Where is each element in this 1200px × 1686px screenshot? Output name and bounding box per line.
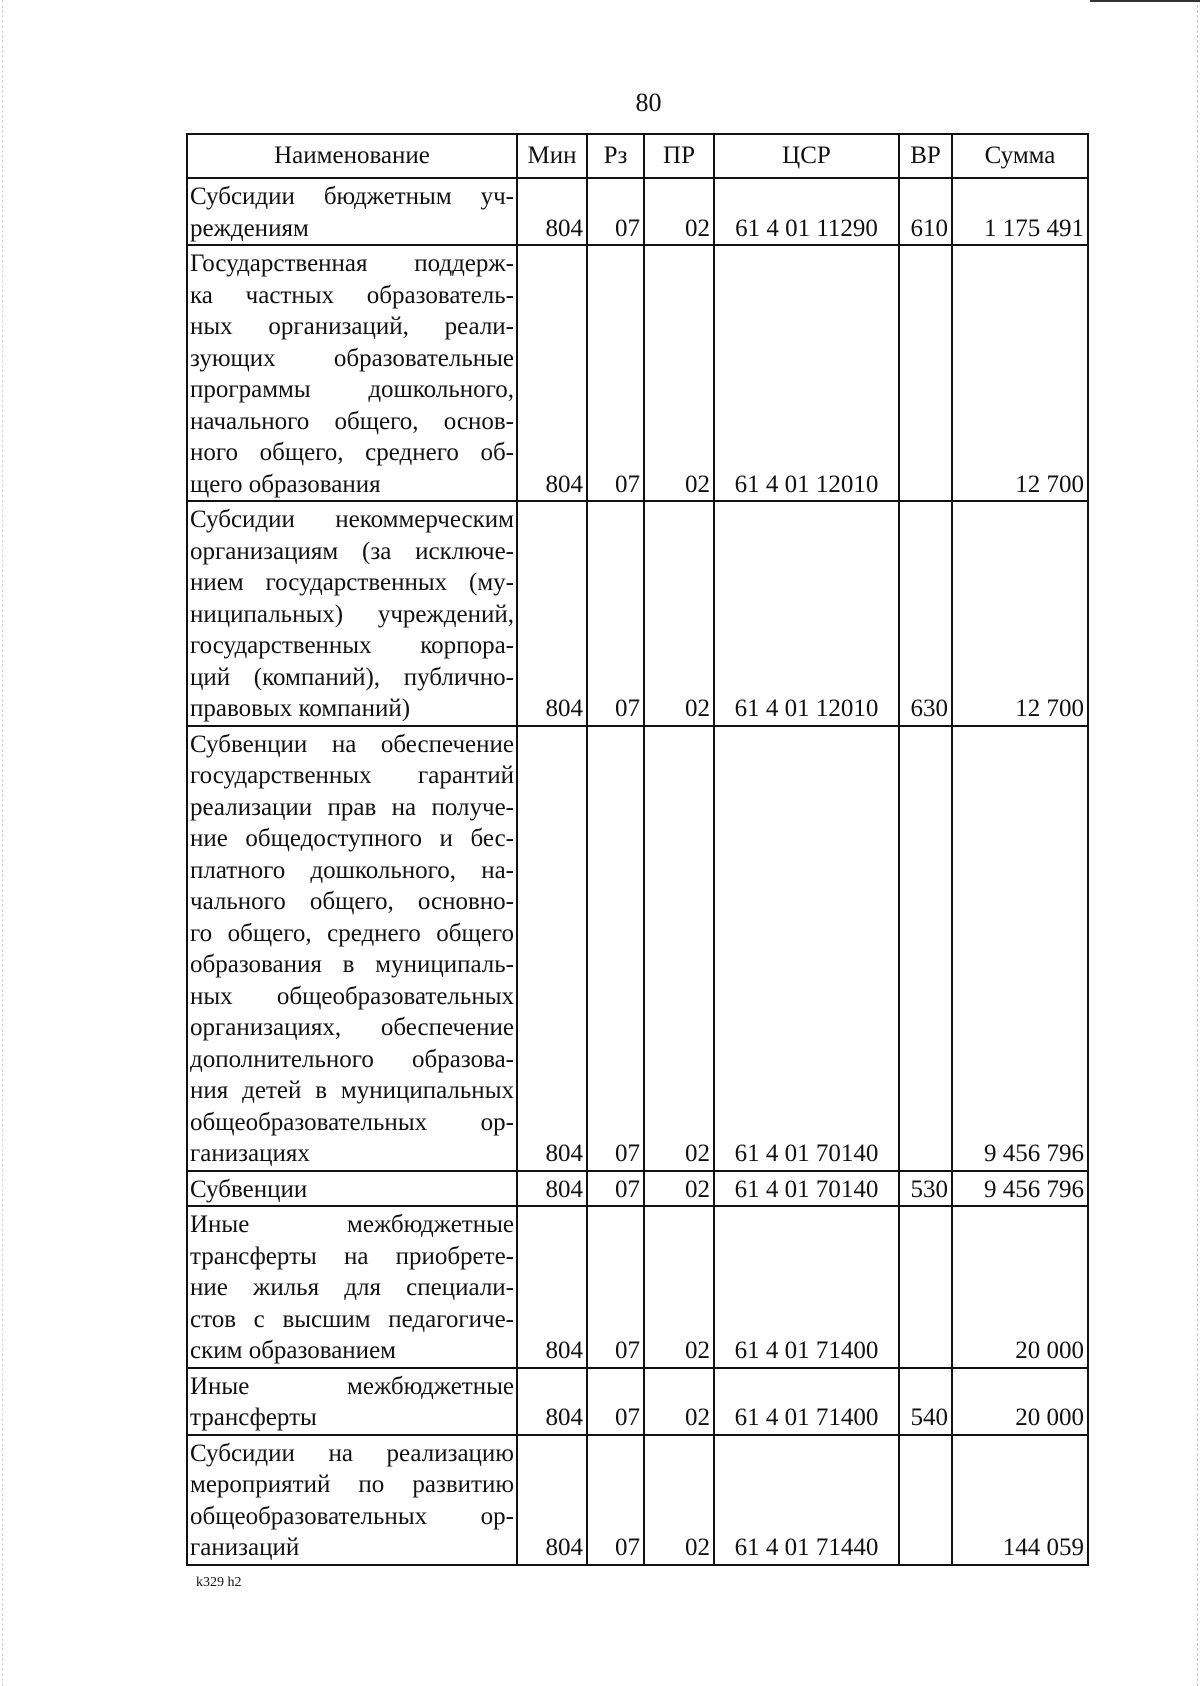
table-row [187, 1171, 1088, 1207]
row-sum-cell: 9 456 796 [952, 726, 1088, 1171]
row-pr-cell: 02 [644, 1435, 714, 1565]
scan-mark [1090, 0, 1200, 2]
row-name-line: Иные межбюджетные [190, 1372, 514, 1400]
row-pr-cell: 02 [644, 1171, 714, 1207]
page-number: 80 [635, 88, 662, 117]
table-row [187, 726, 1088, 1171]
row-pr-cell: 02 [644, 501, 714, 726]
row-name-line: ганизаций [190, 1534, 300, 1561]
row-vr-cell: 630 [899, 501, 952, 726]
row-vr-cell [899, 245, 952, 501]
row-name-line: реждениям [190, 214, 309, 242]
row-name-line: трансферты [190, 1404, 317, 1431]
row-name-line: чального общего, основно- [190, 888, 514, 915]
row-name-line: ций (компаний), публично- [190, 663, 514, 691]
row-name-line: ных общеобразовательных [190, 982, 514, 1010]
row-name-line: Государственная поддерж- [190, 250, 514, 277]
row-name-line: государственных гарантий [190, 762, 514, 789]
row-name-line: программы дошкольного, [190, 376, 514, 403]
row-sum-cell: 1 175 491 [952, 178, 1088, 245]
row-name-line: щего образования [190, 470, 381, 498]
row-name-line: реализации прав на получе- [190, 793, 514, 821]
row-csr-cell: 61 4 01 71440 [714, 1435, 899, 1565]
row-sum-cell: 12 700 [952, 245, 1088, 501]
row-name-line: платного дошкольного, на- [190, 856, 514, 884]
header-rz: Рз [587, 134, 644, 178]
table-row [187, 501, 1088, 726]
row-name-line: начального общего, основ- [190, 407, 514, 435]
table-row [187, 1368, 1088, 1435]
row-rz-cell: 07 [587, 501, 644, 726]
header-name: Наименование [187, 134, 517, 178]
row-vr-cell [899, 726, 952, 1171]
row-name-line: мероприятий по развитию [190, 1471, 514, 1498]
header-min: Мин [517, 134, 587, 178]
row-name-line: общеобразовательных ор- [190, 1108, 514, 1136]
budget-table [186, 133, 1089, 1566]
row-min-cell: 804 [517, 1435, 587, 1565]
row-rz-cell: 07 [587, 1206, 644, 1368]
header-pr: ПР [644, 134, 714, 178]
row-name-line: нием государственных (му- [190, 569, 514, 596]
row-vr-cell: 540 [899, 1368, 952, 1435]
row-name-line: Субсидии бюджетным уч- [190, 183, 514, 210]
row-sum-cell: 20 000 [952, 1368, 1088, 1435]
row-name-line: го общего, среднего общего [190, 919, 514, 947]
row-rz-cell: 07 [587, 245, 644, 501]
row-rz-cell: 07 [587, 1171, 644, 1207]
row-name-line: правовых компаний) [190, 695, 411, 722]
row-pr-cell: 02 [644, 1368, 714, 1435]
row-vr-cell [899, 1435, 952, 1565]
row-name-cell [187, 178, 517, 245]
header-csr: ЦСР [714, 134, 899, 178]
row-csr-cell: 61 4 01 71400 [714, 1368, 899, 1435]
row-name-cell [187, 726, 517, 1171]
row-min-cell: 804 [517, 726, 587, 1171]
row-name-line: Субвенции на обеспечение [190, 730, 514, 758]
row-sum-cell: 9 456 796 [952, 1171, 1088, 1207]
row-vr-cell [899, 1206, 952, 1368]
row-min-cell: 804 [517, 178, 587, 245]
row-name-line: Субвенции [190, 1175, 308, 1203]
row-name-line: ние жилья для специали- [190, 1274, 514, 1301]
row-name-line: Иные межбюджетные [190, 1211, 514, 1238]
row-min-cell: 804 [517, 1171, 587, 1207]
row-sum-cell: 144 059 [952, 1435, 1088, 1565]
row-pr-cell: 02 [644, 245, 714, 501]
row-name-line: образования в муниципаль- [190, 951, 514, 978]
row-min-cell: 804 [517, 1206, 587, 1368]
row-name-line: ка частных образователь- [190, 281, 514, 309]
row-csr-cell: 61 4 01 70140 [714, 1171, 899, 1207]
row-sum-cell: 20 000 [952, 1206, 1088, 1368]
row-name-line: ским образованием [190, 1337, 396, 1364]
footer-code: k329 h2 [196, 1575, 242, 1590]
row-csr-cell: 61 4 01 12010 [714, 245, 899, 501]
table-row [187, 1206, 1088, 1368]
row-name-line: Субсидии некоммерческим [190, 506, 514, 533]
row-name-line: организациям (за исключе- [190, 537, 514, 565]
table-row [187, 178, 1088, 245]
row-name-cell [187, 1206, 517, 1368]
row-name-cell [187, 501, 517, 726]
header-vr: ВР [899, 134, 952, 178]
row-name-line: организациях, обеспечение [190, 1014, 514, 1041]
row-rz-cell: 07 [587, 1368, 644, 1435]
row-name-line: ния детей в муниципальных [190, 1077, 514, 1104]
row-pr-cell: 02 [644, 1206, 714, 1368]
row-vr-cell: 530 [899, 1171, 952, 1207]
row-name-line: государственных корпора- [190, 632, 514, 659]
row-rz-cell: 07 [587, 726, 644, 1171]
row-name-line: общеобразовательных ор- [190, 1502, 514, 1530]
row-csr-cell: 61 4 01 70140 [714, 726, 899, 1171]
table-header-row [187, 134, 1088, 178]
row-min-cell: 804 [517, 501, 587, 726]
row-rz-cell: 07 [587, 178, 644, 245]
table-row [187, 245, 1088, 501]
row-name-line: ние общедоступного и бес- [190, 825, 514, 852]
row-csr-cell: 61 4 01 71400 [714, 1206, 899, 1368]
header-sum: Сумма [952, 134, 1088, 178]
row-name-line: дополнительного образова- [190, 1045, 514, 1073]
row-min-cell: 804 [517, 1368, 587, 1435]
table-body [187, 178, 1088, 1565]
row-name-cell [187, 1435, 517, 1565]
row-vr-cell: 610 [899, 178, 952, 245]
row-csr-cell: 61 4 01 12010 [714, 501, 899, 726]
row-rz-cell: 07 [587, 1435, 644, 1565]
row-sum-cell: 12 700 [952, 501, 1088, 726]
row-pr-cell: 02 [644, 726, 714, 1171]
scan-edge-right [1196, 0, 1198, 1686]
row-name-cell [187, 1171, 517, 1207]
row-name-cell [187, 1368, 517, 1435]
table-row [187, 1435, 1088, 1565]
scan-edge-left [2, 0, 4, 1686]
row-name-line: трансферты на приобрете- [190, 1242, 514, 1270]
row-name-line: зующих образовательные [190, 344, 514, 372]
row-name-line: ниципальных) учреждений, [190, 600, 514, 628]
row-name-line: ных организаций, реали- [190, 313, 514, 340]
row-min-cell: 804 [517, 245, 587, 501]
row-name-cell [187, 245, 517, 501]
row-csr-cell: 61 4 01 11290 [714, 178, 899, 245]
row-pr-cell: 02 [644, 178, 714, 245]
row-name-line: ного общего, среднего об- [190, 439, 514, 466]
row-name-line: Субсидии на реализацию [190, 1439, 514, 1467]
row-name-line: стов с высшим педагогиче- [190, 1305, 514, 1333]
row-name-line: ганизациях [190, 1140, 310, 1167]
